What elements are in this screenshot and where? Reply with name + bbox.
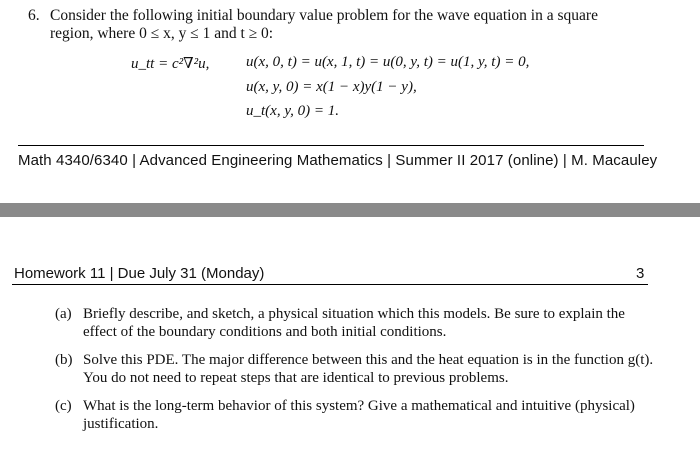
problem-number: 6. (28, 7, 40, 24)
equation-boundary-conditions: u(x, 0, t) = u(x, 1, t) = u(0, y, t) = u(1, y, t) = 0, (246, 54, 530, 70)
part-c-text: What is the long-term behavior of this system? Give a mathematical and intuitive (physical) justification. (83, 398, 635, 432)
course-banner: Math 4340/6340 | Advanced Engineering Mathematics | Summer II 2017 (online) | M. Macauley (18, 152, 658, 169)
homework-header-rule (12, 284, 648, 285)
problem-statement (28, 7, 678, 43)
banner-rule (18, 145, 644, 146)
part-a (55, 305, 655, 341)
problem-intro-line1: Consider the following initial boundary value problem for the wave equation in a square (50, 7, 598, 24)
equation-initial-velocity: u_t(x, y, 0) = 1. (246, 103, 340, 119)
part-b (55, 351, 655, 387)
part-b-label: (b) (55, 352, 73, 368)
equation-initial-position: u(x, y, 0) = x(1 − x)y(1 − y), (246, 79, 417, 95)
part-b-text: Solve this PDE. The major difference between this and the heat equation is in the function g(t). You do not need to repeat steps that are identical to previous problems. (83, 352, 654, 386)
page-number: 3 (636, 265, 645, 282)
homework-title: Homework 11 | Due July 31 (Monday) (14, 265, 265, 282)
part-c (55, 397, 655, 433)
page-divider (0, 203, 700, 217)
part-c-label: (c) (55, 398, 72, 414)
part-a-text: Briefly describe, and sketch, a physical situation which this models. Be sure to explain the effect of the boundary conditions and both initial conditions. (83, 306, 625, 340)
part-a-label: (a) (55, 306, 72, 322)
problem-intro-line2: region, where 0 ≤ x, y ≤ 1 and t ≥ 0: (50, 25, 274, 42)
equation-pde: u_tt = c²∇²u, (131, 56, 210, 72)
